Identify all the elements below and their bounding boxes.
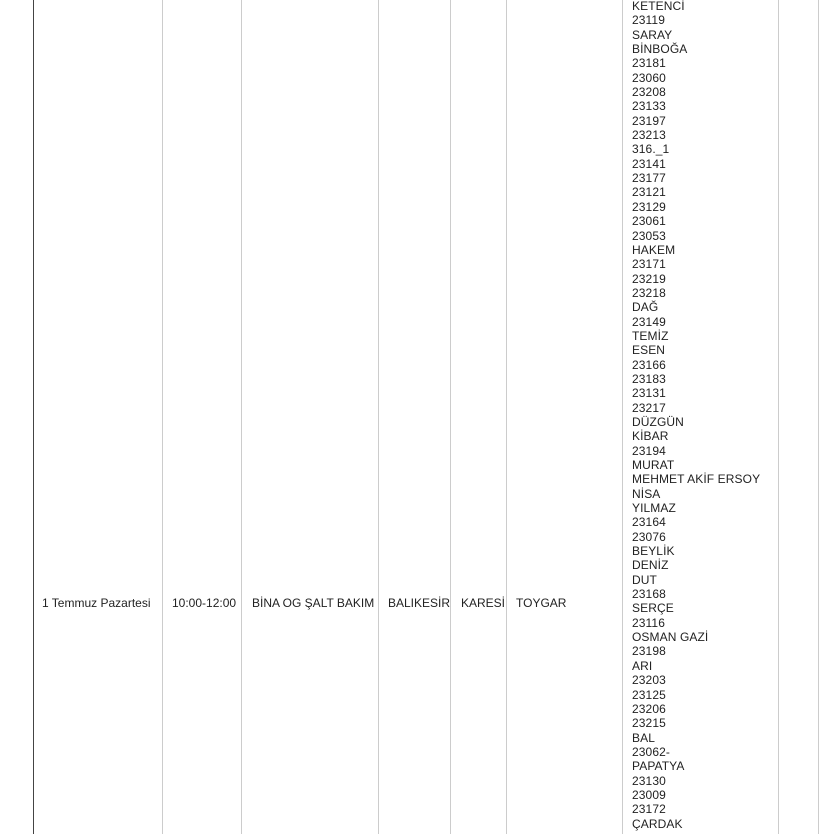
table-border-left (33, 0, 34, 834)
reason-cell: BİNA OG ŞALT BAKIM (252, 596, 375, 610)
list-item: 23009 (632, 787, 666, 802)
list-item: 23060 (632, 70, 666, 85)
list-item: ARI (632, 658, 653, 673)
list-item: 23061 (632, 214, 666, 229)
list-item: 23141 (632, 156, 666, 171)
neighborhood-cell: TOYGAR (516, 596, 567, 610)
date-cell: 1 Temmuz Pazartesi (42, 596, 151, 610)
column-divider (241, 0, 242, 834)
list-item: 23215 (632, 716, 666, 731)
list-item: TEMİZ (632, 328, 669, 343)
street-list (632, 0, 777, 831)
list-item: 23217 (632, 400, 666, 415)
list-item: 23149 (632, 314, 666, 329)
list-item: 23130 (632, 773, 666, 788)
list-item: DAĞ (632, 300, 659, 315)
list-item: DUT (632, 572, 657, 587)
list-item: 23171 (632, 257, 666, 272)
column-divider (778, 0, 779, 834)
list-item: 23206 (632, 701, 666, 716)
table-border-right (818, 0, 819, 834)
list-item: 23133 (632, 99, 666, 114)
list-item: 23131 (632, 386, 666, 401)
list-item: MEHMET AKİF ERSOY (632, 472, 761, 487)
list-item: 23219 (632, 271, 666, 286)
list-item: 23203 (632, 673, 666, 688)
column-divider (162, 0, 163, 834)
list-item: 23172 (632, 802, 666, 817)
time-cell: 10:00-12:00 (172, 596, 237, 610)
list-item: 23183 (632, 371, 666, 386)
list-item: 23053 (632, 228, 666, 243)
list-item: BİNBOĞA (632, 42, 688, 57)
list-item: 23208 (632, 85, 666, 100)
list-item: YILMAZ (632, 501, 676, 516)
list-item: ÇARDAK (632, 816, 683, 831)
list-item: ESEN (632, 343, 666, 358)
list-item: DÜZGÜN (632, 414, 684, 429)
list-item: HAKEM (632, 242, 676, 257)
list-item: BAL (632, 730, 655, 745)
list-item: 23168 (632, 587, 666, 602)
column-divider (378, 0, 379, 834)
list-item: 23213 (632, 128, 666, 143)
column-divider (506, 0, 507, 834)
list-item: SERÇE (632, 601, 674, 616)
list-item: OSMAN GAZİ (632, 630, 709, 645)
district-cell: KARESİ (461, 596, 506, 610)
list-item: 23164 (632, 515, 666, 530)
city-cell: BALIKESİR (388, 596, 451, 610)
list-item: SARAY (632, 27, 673, 42)
list-item: NİSA (632, 486, 661, 501)
list-item: 316._1 (632, 142, 670, 157)
list-item: DENİZ (632, 558, 669, 573)
list-item: 23177 (632, 171, 666, 186)
list-item: 23218 (632, 285, 666, 300)
list-item: KİBAR (632, 429, 669, 444)
list-item: 23121 (632, 185, 666, 200)
list-item: 23116 (632, 615, 665, 630)
list-item: KETENCİ (632, 0, 685, 13)
list-item: 23129 (632, 199, 666, 214)
list-item: 23062- (632, 744, 670, 759)
list-item: 23076 (632, 529, 666, 544)
list-item: 23119 (632, 13, 665, 28)
list-item: PAPATYA (632, 759, 685, 774)
column-divider (450, 0, 451, 834)
list-item: 23125 (632, 687, 666, 702)
list-item: MURAT (632, 458, 675, 472)
column-divider (622, 0, 623, 834)
list-item: 23181 (632, 56, 666, 71)
list-item: 23197 (632, 113, 666, 128)
list-item: 23198 (632, 644, 666, 659)
list-item: 23194 (632, 443, 666, 458)
list-item: BEYLİK (632, 544, 675, 559)
list-item: 23166 (632, 357, 666, 372)
